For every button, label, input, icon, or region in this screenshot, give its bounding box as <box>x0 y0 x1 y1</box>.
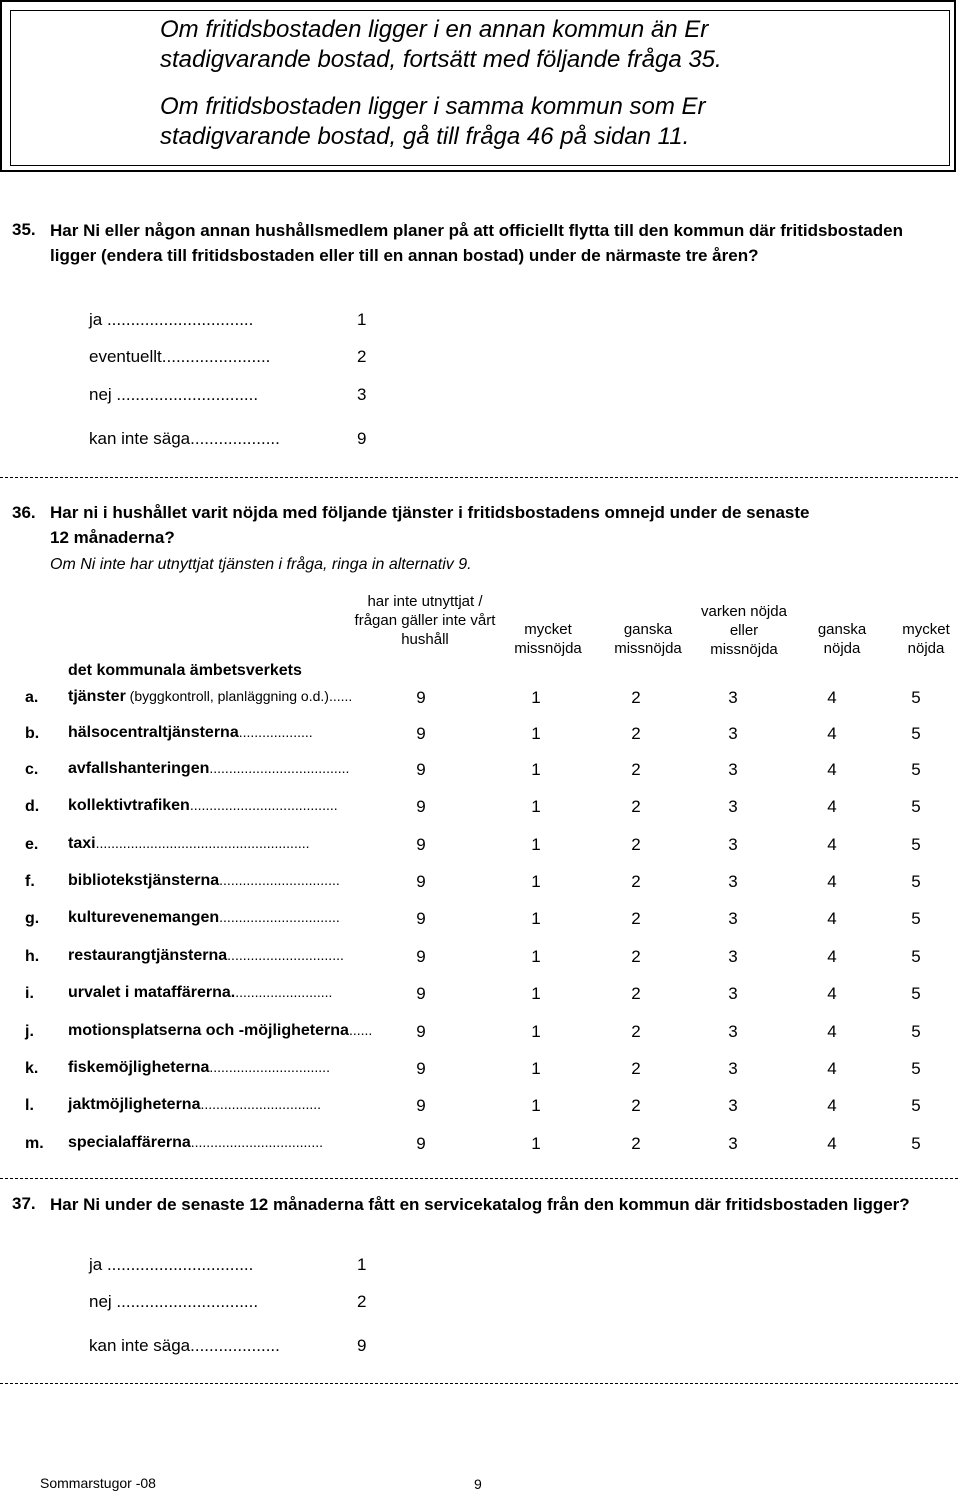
q37-number: 37. <box>12 1194 36 1213</box>
row-letter: e. <box>25 836 39 853</box>
q35-number: 35. <box>12 220 36 239</box>
answer-code[interactable]: 9 <box>416 797 426 816</box>
answer-code[interactable]: 3 <box>728 688 738 707</box>
answer-code[interactable]: 9 <box>416 947 426 966</box>
answer-code[interactable]: 5 <box>911 984 921 1003</box>
answer-code[interactable]: 4 <box>827 909 837 928</box>
answer-code[interactable]: 1 <box>531 760 541 779</box>
answer-code[interactable]: 5 <box>911 909 921 928</box>
answer-code[interactable]: 5 <box>911 872 921 891</box>
answer-code[interactable]: 9 <box>416 724 426 743</box>
q36-number: 36. <box>12 503 36 522</box>
answer-code[interactable]: 2 <box>631 760 641 779</box>
answer-code[interactable]: 1 <box>531 835 541 854</box>
q36-text-line-1: Har ni i hushållet varit nöjda med följande tjänster i fritidsbostadens omnejd under de senaste <box>50 503 810 522</box>
q35-option-label: kan inte säga................... <box>89 429 280 448</box>
answer-code[interactable]: 2 <box>631 909 641 928</box>
row-label-line-1: det kommunala ämbetsverkets <box>68 662 302 679</box>
row-letter: m. <box>25 1135 44 1152</box>
answer-code[interactable]: 9 <box>416 835 426 854</box>
q35-option-label: nej .............................. <box>89 385 259 404</box>
row-label: avfallshanteringen.................................... <box>68 760 350 777</box>
column-header-fairly-satisfied: ganska nöjda <box>817 621 867 657</box>
answer-code[interactable]: 3 <box>728 872 738 891</box>
answer-code[interactable]: 4 <box>827 835 837 854</box>
q35-option-code[interactable]: 1 <box>357 310 367 329</box>
section-separator <box>0 1383 958 1384</box>
answer-code[interactable]: 4 <box>827 1134 837 1153</box>
row-label: tjänster (byggkontroll, planläggning o.d.)...... <box>68 688 353 705</box>
answer-code[interactable]: 4 <box>827 872 837 891</box>
notice-line-2: stadigvarande bostad, fortsätt med följande fråga 35. <box>160 46 722 73</box>
answer-code[interactable]: 9 <box>416 688 426 707</box>
row-label: kulturevenemangen............................... <box>68 909 340 926</box>
answer-code[interactable]: 4 <box>827 797 837 816</box>
q37-option-label: kan inte säga................... <box>89 1336 280 1355</box>
q35-option-label: eventuellt....................... <box>89 347 271 366</box>
q36-instruction: Om Ni inte har utnyttjat tjänsten i fråga, ringa in alternativ 9. <box>50 556 472 573</box>
answer-code[interactable]: 4 <box>827 1059 837 1078</box>
answer-code[interactable]: 2 <box>631 1096 641 1115</box>
section-separator <box>0 1178 958 1179</box>
answer-code[interactable]: 4 <box>827 688 837 707</box>
answer-code[interactable]: 3 <box>728 724 738 743</box>
row-label: kollektivtrafiken...................................... <box>68 797 338 814</box>
q37-option-label: nej .............................. <box>89 1292 259 1311</box>
answer-code[interactable]: 1 <box>531 984 541 1003</box>
answer-code[interactable]: 2 <box>631 797 641 816</box>
answer-code[interactable]: 5 <box>911 797 921 816</box>
answer-code[interactable]: 9 <box>416 1134 426 1153</box>
q37-text: Har Ni under de senaste 12 månaderna fått en servicekatalog från den kommun där fritidsbostaden ligger? <box>50 1195 910 1214</box>
answer-code[interactable]: 1 <box>531 1096 541 1115</box>
column-header-not-used: har inte utnyttjat / frågan gäller inte vårt hushåll <box>354 593 496 648</box>
row-letter: f. <box>25 873 35 890</box>
answer-code[interactable]: 1 <box>531 1059 541 1078</box>
q37-option-code[interactable]: 2 <box>357 1292 367 1311</box>
answer-code[interactable]: 4 <box>827 1022 837 1041</box>
column-header-neutral: varken nöjda eller missnöjda <box>701 603 787 658</box>
column-header-very-satisfied: mycket nöjda <box>902 621 950 657</box>
answer-code[interactable]: 9 <box>416 1096 426 1115</box>
row-label: bibliotekstjänsterna............................... <box>68 872 340 889</box>
q37-option-code[interactable]: 1 <box>357 1255 367 1274</box>
q35-text-line-2: ligger (endera till fritidsbostaden eller till en annan bostad) under de närmaste tre åren? <box>50 246 759 265</box>
answer-code[interactable]: 4 <box>827 760 837 779</box>
answer-code[interactable]: 1 <box>531 724 541 743</box>
q37-option-label: ja ............................... <box>89 1255 254 1274</box>
answer-code[interactable]: 3 <box>728 1096 738 1115</box>
answer-code[interactable]: 1 <box>531 1134 541 1153</box>
answer-code[interactable]: 3 <box>728 835 738 854</box>
row-label: urvalet i mataffärerna.......................... <box>68 984 333 1001</box>
row-letter: b. <box>25 725 40 742</box>
answer-code[interactable]: 2 <box>631 835 641 854</box>
answer-code[interactable]: 3 <box>728 984 738 1003</box>
q37-option-code[interactable]: 9 <box>357 1336 367 1355</box>
answer-code[interactable]: 5 <box>911 724 921 743</box>
answer-code[interactable]: 9 <box>416 760 426 779</box>
q35-option-code[interactable]: 2 <box>357 347 367 366</box>
row-letter: c. <box>25 761 39 778</box>
row-letter: l. <box>25 1097 34 1114</box>
answer-code[interactable]: 4 <box>827 724 837 743</box>
answer-code[interactable]: 2 <box>631 724 641 743</box>
row-letter: k. <box>25 1060 39 1077</box>
answer-code[interactable]: 2 <box>631 1059 641 1078</box>
notice-line-4: stadigvarande bostad, gå till fråga 46 på sidan 11. <box>160 123 690 150</box>
q36-text-line-2: 12 månaderna? <box>50 528 175 547</box>
answer-code[interactable]: 4 <box>827 984 837 1003</box>
row-letter: g. <box>25 910 40 927</box>
section-separator <box>0 477 958 478</box>
row-label: hälsocentraltjänsterna................... <box>68 724 313 741</box>
q35-option-label: ja ............................... <box>89 310 254 329</box>
row-letter: j. <box>25 1023 34 1040</box>
answer-code[interactable]: 2 <box>631 947 641 966</box>
answer-code[interactable]: 5 <box>911 760 921 779</box>
answer-code[interactable]: 5 <box>911 835 921 854</box>
column-header-very-dissatisfied: mycket missnöjda <box>514 621 582 657</box>
answer-code[interactable]: 9 <box>416 872 426 891</box>
answer-code[interactable]: 1 <box>531 909 541 928</box>
row-label: motionsplatserna och -möjligheterna...... <box>68 1022 373 1039</box>
answer-code[interactable]: 3 <box>728 1134 738 1153</box>
row-letter: i. <box>25 985 34 1002</box>
answer-code[interactable]: 4 <box>827 947 837 966</box>
answer-code[interactable]: 3 <box>728 947 738 966</box>
answer-code[interactable]: 5 <box>911 688 921 707</box>
answer-code[interactable]: 3 <box>728 1059 738 1078</box>
answer-code[interactable]: 1 <box>531 872 541 891</box>
notice-line-3: Om fritidsbostaden ligger i samma kommun som Er <box>160 93 706 120</box>
row-label: specialaffärerna.................................. <box>68 1134 323 1151</box>
answer-code[interactable]: 2 <box>631 872 641 891</box>
row-label: restaurangtjänsterna.............................. <box>68 947 344 964</box>
answer-code[interactable]: 3 <box>728 1022 738 1041</box>
answer-code[interactable]: 9 <box>416 984 426 1003</box>
row-letter: h. <box>25 948 40 965</box>
q35-option-code[interactable]: 9 <box>357 429 367 448</box>
answer-code[interactable]: 1 <box>531 688 541 707</box>
answer-code[interactable]: 5 <box>911 1059 921 1078</box>
answer-code[interactable]: 2 <box>631 1134 641 1153</box>
row-label: jaktmöjligheterna............................... <box>68 1096 322 1113</box>
answer-code[interactable]: 2 <box>631 1022 641 1041</box>
answer-code[interactable]: 5 <box>911 1096 921 1115</box>
row-letter: d. <box>25 798 40 815</box>
column-header-fairly-dissatisfied: ganska missnöjda <box>614 621 682 657</box>
answer-code[interactable]: 5 <box>911 947 921 966</box>
page-number: 9 <box>474 1476 482 1492</box>
row-letter: a. <box>25 689 39 706</box>
answer-code[interactable]: 3 <box>728 797 738 816</box>
answer-code[interactable]: 4 <box>827 1096 837 1115</box>
answer-code[interactable]: 2 <box>631 688 641 707</box>
answer-code[interactable]: 1 <box>531 1022 541 1041</box>
answer-code[interactable]: 2 <box>631 984 641 1003</box>
answer-code[interactable]: 3 <box>728 909 738 928</box>
answer-code[interactable]: 9 <box>416 1022 426 1041</box>
row-label: taxi....................................................... <box>68 835 310 852</box>
answer-code[interactable]: 9 <box>416 909 426 928</box>
row-label: fiskemöjligheterna............................... <box>68 1059 330 1076</box>
answer-code[interactable]: 5 <box>911 1134 921 1153</box>
answer-code[interactable]: 3 <box>728 760 738 779</box>
answer-code[interactable]: 9 <box>416 1059 426 1078</box>
q35-text-line-1: Har Ni eller någon annan hushållsmedlem planer på att officiellt flytta till den kommun där fritidsbostaden <box>50 221 903 240</box>
q35-option-code[interactable]: 3 <box>357 385 367 404</box>
answer-code[interactable]: 1 <box>531 797 541 816</box>
footer-label: Sommarstugor -08 <box>40 1475 156 1491</box>
notice-line-1: Om fritidsbostaden ligger i en annan kommun än Er <box>160 16 709 43</box>
answer-code[interactable]: 1 <box>531 947 541 966</box>
answer-code[interactable]: 5 <box>911 1022 921 1041</box>
